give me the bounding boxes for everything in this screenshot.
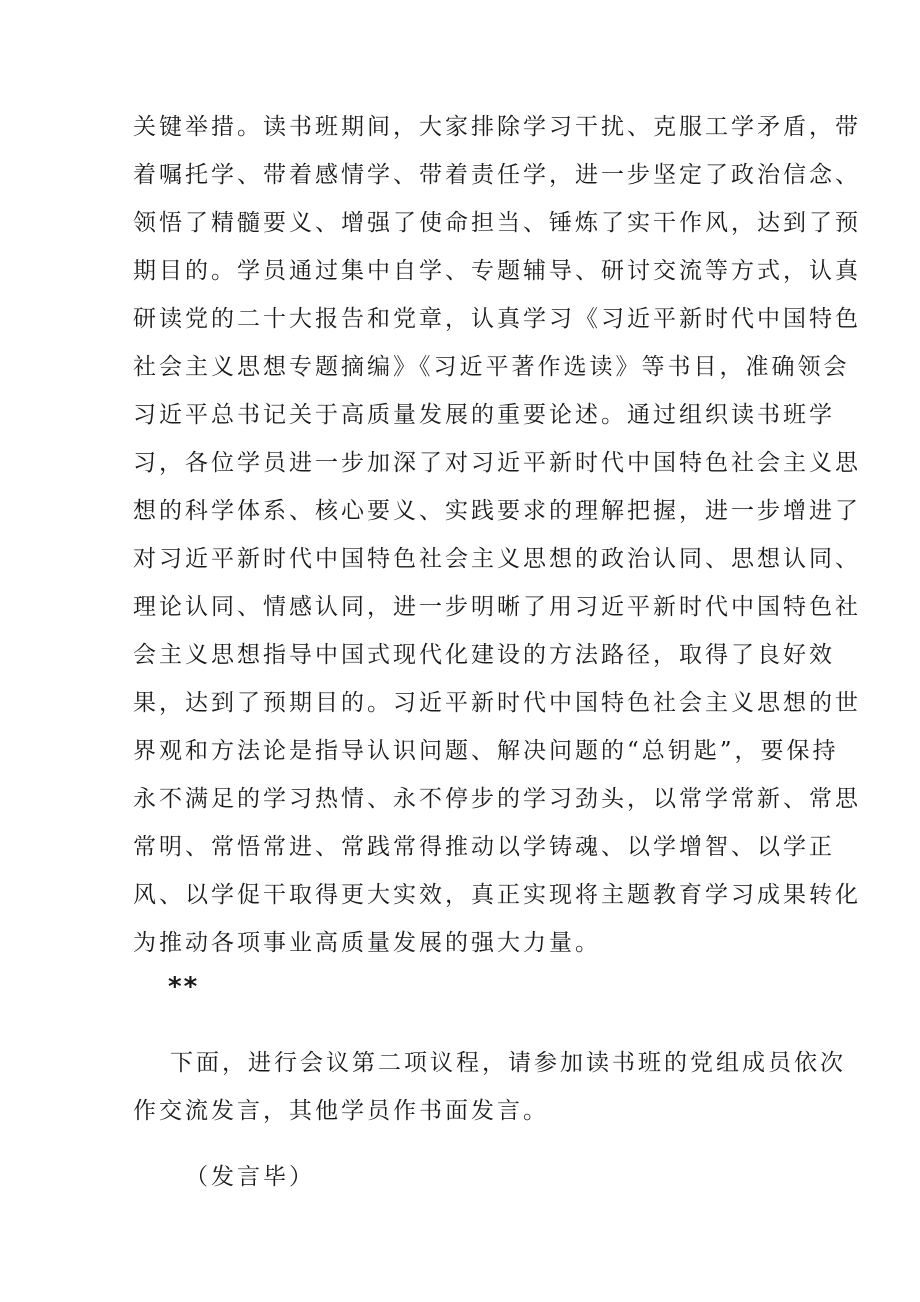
paragraph-line-12: 会主义思想指导中国式现代化建设的方法路径，取得了良好效	[133, 642, 835, 668]
paragraph-line-17: 风、以学促干取得更大实效，真正实现将主题教育学习成果转化	[133, 882, 861, 908]
paragraph-line-5: 研读党的二十大报告和党章，认真学习《习近平新时代中国特色	[133, 306, 861, 332]
paragraph-line-9: 想的科学体系、核心要义、实践要求的理解把握，进一步增进了	[133, 498, 861, 524]
paragraph-line-18: 为推动各项事业高质量发展的强大力量。	[133, 930, 601, 956]
paragraph-line-8: 习，各位学员进一步加深了对习近平新时代中国特色社会主义思	[133, 450, 861, 476]
paragraph-line-6: 社会主义思想专题摘编》《习近平著作选读》等书目，准确领会	[133, 354, 850, 380]
agenda-line-2: 作交流发言，其他学员作书面发言。	[133, 1098, 549, 1124]
paragraph-line-4: 期目的。学员通过集中自学、专题辅导、研讨交流等方式，认真	[133, 258, 861, 284]
paragraph-line-15: 永不满足的学习热情、永不停步的学习劲头，以常学常新、常思	[133, 786, 861, 812]
paragraph-line-10: 对习近平新时代中国特色社会主义思想的政治认同、思想认同、	[133, 546, 861, 572]
paragraph-line-11: 理论认同、情感认同，进一步明晰了用习近平新时代中国特色社	[133, 594, 861, 620]
paragraph-line-13: 果，达到了预期目的。习近平新时代中国特色社会主义思想的世	[133, 690, 861, 716]
paragraph-line-1: 关键举措。读书班期间，大家排除学习干扰、克服工学矛盾，带	[133, 114, 861, 140]
paragraph-line-2: 着嘱托学、带着感情学、带着责任学，进一步坚定了政治信念、	[133, 162, 861, 188]
paragraph-line-14: 界观和方法论是指导认识问题、解决问题的“总钥匙”，要保持	[133, 738, 839, 764]
closing-note: （发言毕）	[185, 1164, 315, 1190]
section-separator: **	[168, 972, 200, 1002]
paragraph-line-3: 领悟了精髓要义、增强了使命担当、锤炼了实干作风，达到了预	[133, 210, 861, 236]
paragraph-line-16: 常明、常悟常进、常践常得推动以学铸魂、以学增智、以学正	[133, 834, 835, 860]
agenda-line-1: 下面，进行会议第二项议程，请参加读书班的党组成员依次	[170, 1050, 846, 1076]
paragraph-line-7: 习近平总书记关于高质量发展的重要论述。通过组织读书班学	[133, 402, 835, 428]
